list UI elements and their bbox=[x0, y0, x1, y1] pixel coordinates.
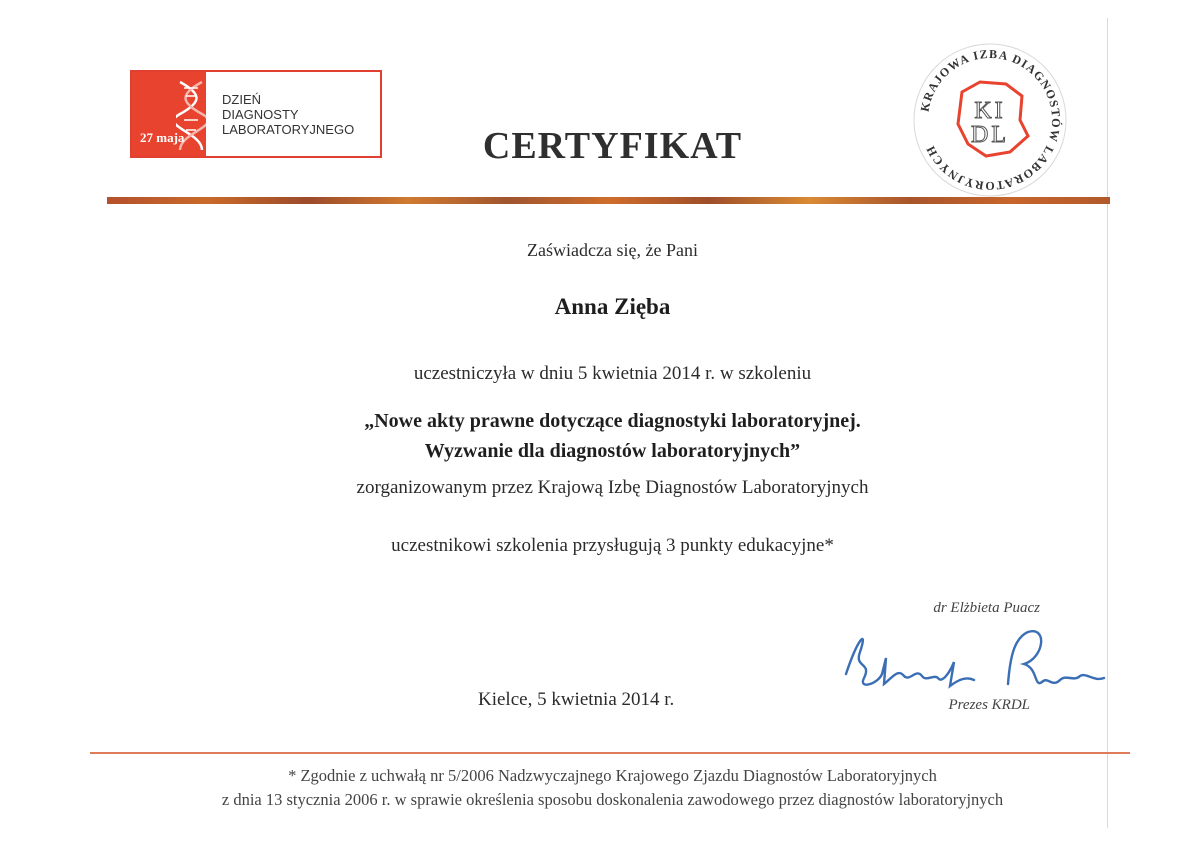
participation-text: uczestniczyła w dniu 5 kwietnia 2014 r. w szkoleniu bbox=[413, 363, 812, 384]
logo-line-1: DZIEŃ bbox=[222, 92, 261, 107]
seal-initials-top: KI bbox=[974, 98, 1006, 124]
logo-date: 27 maja bbox=[140, 130, 185, 145]
footnote-line-2: z dnia 13 stycznia 2006 r. w sprawie określenia sposobu doskonalenia zawodowego przez diagnostów laboratoryjnych bbox=[221, 790, 1004, 809]
recipient-name: Anna Zięba bbox=[554, 294, 671, 319]
course-title-line-1: „Nowe akty prawne dotyczące diagnostyki laboratoryjnej. bbox=[364, 410, 861, 432]
certificate-title: CERTYFIKAT bbox=[482, 125, 743, 167]
place-date: Kielce, 5 kwietnia 2014 r. bbox=[478, 689, 675, 710]
logo-line-2: DIAGNOSTY bbox=[222, 107, 299, 122]
footnote-line-1: * Zgodnie z uchwałą nr 5/2006 Nadzwyczajnego Krajowego Zjazdu Diagnostów Laboratoryjnych bbox=[288, 766, 937, 785]
course-title-line-2: Wyzwanie dla diagnostów laboratoryjnych” bbox=[424, 440, 801, 462]
footer-divider bbox=[90, 752, 1130, 754]
decorative-band bbox=[107, 197, 1110, 204]
intro-text: Zaświadcza się, że Pani bbox=[527, 240, 698, 260]
points-text: uczestnikowi szkolenia przysługują 3 punkty edukacyjne* bbox=[391, 535, 834, 556]
seal-initials-bottom: DL bbox=[971, 122, 1009, 148]
handwritten-signature bbox=[838, 618, 1110, 708]
signer-role: Prezes KRDL bbox=[948, 697, 1030, 713]
organizer-text: zorganizowanym przez Krajową Izbę Diagnostów Laboratoryjnych bbox=[356, 477, 869, 498]
logo-line-3: LABORATORYJNEGO bbox=[222, 122, 355, 137]
kidl-seal bbox=[910, 40, 1070, 200]
signer-name: dr Elżbieta Puacz bbox=[933, 600, 1040, 616]
seal-ring-text: KRAJOWA IZBA DIAGNOSTÓW LABORATORYJNYCH bbox=[917, 46, 1064, 194]
